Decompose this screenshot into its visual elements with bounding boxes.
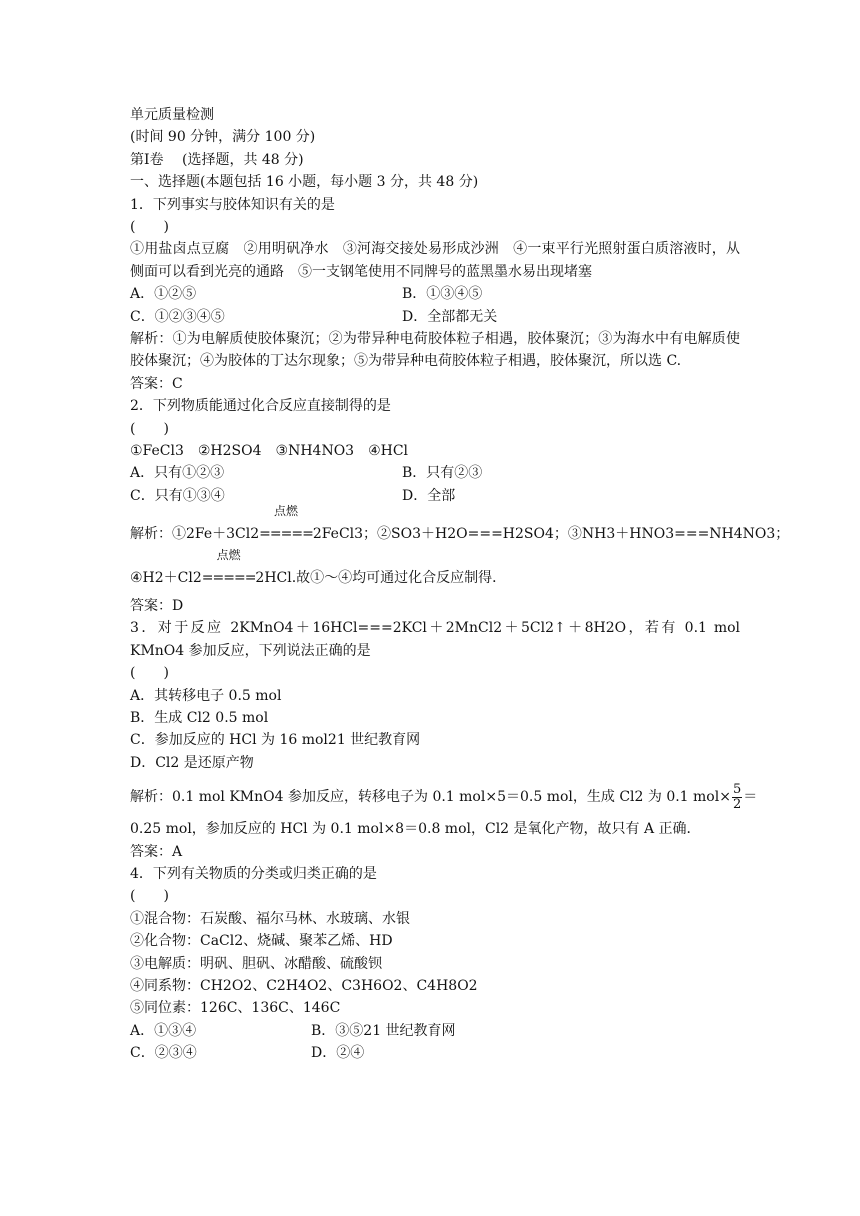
part-heading: 第Ⅰ卷 (选择题，共 48 分)	[130, 151, 304, 168]
q3-option-c: C．参加反应的 HCl 为 16 mol21 世纪教育网	[130, 732, 421, 749]
q4-options-row1	[130, 1020, 740, 1042]
q1-option-a: A．①②⑤	[130, 286, 197, 303]
q4-option-d: D．②④	[311, 1045, 365, 1062]
fraction	[732, 783, 742, 812]
q4-item-3: ③电解质：明矾、胆矾、冰醋酸、硫酸钡	[130, 955, 382, 972]
q1-options-row1	[130, 283, 740, 305]
q3-option-d: D．Cl2 是还原产物	[130, 754, 254, 771]
q2-items: ①FeCl3 ②H2SO4 ③NH4NO3 ④HCl	[130, 442, 409, 459]
double-equals-sign: =====	[201, 570, 256, 587]
document-page	[130, 104, 790, 1065]
q1-option-d: D．全部都无关	[402, 308, 498, 325]
q4-option-b: B．③⑤21 世纪教育网	[311, 1022, 456, 1039]
q1-option-b: B．①③④⑤	[402, 286, 483, 303]
q1-items: ①用盐卤点豆腐 ②用明矾净水 ③河海交接处易形成沙洲 ④一束平行光照射蛋白质溶液时，从侧面可以看到光亮的通路 ⑤一支钢笔使用不同牌号的蓝黑墨水易出现堵塞	[130, 241, 740, 280]
q3-option-a: A．其转移电子 0.5 mol	[130, 687, 282, 704]
q4-item-5: ⑤同位素：126C、136C、146C	[130, 1000, 341, 1017]
q2-analysis-text-c: ④H2＋Cl2	[130, 570, 202, 587]
q2-analysis-line2	[130, 548, 740, 595]
exam-info: (时间 90 分钟，满分 100 分)	[130, 129, 316, 146]
q2-analysis-text-b: 2FeCl3；②SO3＋H2O===H2SO4；③NH3＋HNO3===NH4NO3；	[312, 526, 790, 543]
q3-answer: 答案：A	[130, 843, 183, 860]
q2-option-b: B．只有②③	[402, 465, 483, 482]
q3-analysis-line1	[130, 780, 758, 814]
q2-analysis-line1	[130, 504, 790, 551]
q2-analysis-text-a: 解析：①2Fe＋3Cl2	[130, 526, 260, 543]
q2-answer-paren: ( )	[130, 420, 169, 437]
q1-answer: 答案：C	[130, 375, 183, 392]
q3-analysis-equals: ＝	[743, 789, 758, 806]
q2-option-a: A．只有①②③	[130, 465, 225, 482]
q4-item-4: ④同系物：CH2O2、C2H4O2、C3H6O2、C4H8O2	[130, 977, 478, 994]
q3-analysis-text: 解析：0.1 mol KMnO4 参加反应，转移电子为 0.1 mol×5＝0.5 mol，生成 Cl2 为 0.1 mol×	[130, 789, 731, 806]
q1-analysis: 解析：①为电解质使胶体聚沉；②为带异种电荷胶体粒子相遇，胶体聚沉；③为海水中有电解质使胶体聚沉；④为胶体的丁达尔现象；⑤为带异种电荷胶体粒子相遇，胶体聚沉，所以选 C.	[130, 330, 740, 370]
q2-option-c: C．只有①③④	[130, 487, 225, 504]
q2-options-row2	[130, 485, 740, 507]
q4-options-row2	[130, 1042, 740, 1064]
reaction-condition-label: 点燃	[273, 504, 298, 519]
fraction-denominator: 2	[732, 796, 742, 812]
q3-option-b: B．生成 Cl2 0.5 mol	[130, 710, 269, 727]
double-equals-sign: =====	[259, 526, 313, 543]
reaction-condition-sign	[259, 504, 313, 551]
q1-option-c: C．①②③④⑤	[130, 308, 225, 325]
q3-stem: 3．对于反应 2KMnO4＋16HCl===2KCl＋2MnCl2＋5Cl2↑＋8H2O，若有 0.1 mol KMnO4 参加反应，下列说法正确的是	[130, 620, 740, 659]
q4-stem: 4．下列有关物质的分类或归类正确的是	[130, 866, 377, 883]
q2-options-row1	[130, 462, 740, 484]
section-heading: 一、选择题(本题包括 16 小题，每小题 3 分，共 48 分)	[130, 174, 479, 191]
fraction-numerator: 5	[732, 781, 742, 797]
q1-answer-paren: ( )	[130, 218, 169, 235]
q4-option-a: A．①③④	[130, 1022, 197, 1039]
q1-options-row2	[130, 306, 740, 328]
q2-answer: 答案：D	[130, 598, 184, 615]
q4-answer-paren: ( )	[130, 888, 169, 905]
q1-stem: 1．下列事实与胶体知识有关的是	[130, 196, 335, 213]
q2-option-d: D．全部	[402, 487, 456, 504]
reaction-condition-label: 点燃	[216, 548, 241, 563]
reaction-condition-sign	[201, 548, 256, 595]
doc-title: 单元质量检测	[130, 107, 214, 123]
q2-analysis-text-d: 2HCl.故①～④均可通过化合反应制得．	[255, 570, 507, 587]
q4-item-1: ①混合物：石炭酸、福尔马林、水玻璃、水银	[130, 910, 410, 927]
q4-item-2: ②化合物：CaCl2、烧碱、聚苯乙烯、HD	[130, 933, 393, 950]
q2-stem: 2．下列物质能通过化合反应直接制得的是	[130, 398, 391, 415]
q4-option-c: C．②③④	[130, 1045, 197, 1062]
q3-analysis-line2: 0.25 mol，参加反应的 HCl 为 0.1 mol×8＝0.8 mol，Cl2 是氧化产物，故只有 A 正确．	[130, 821, 701, 838]
q3-answer-paren: ( )	[130, 665, 169, 682]
